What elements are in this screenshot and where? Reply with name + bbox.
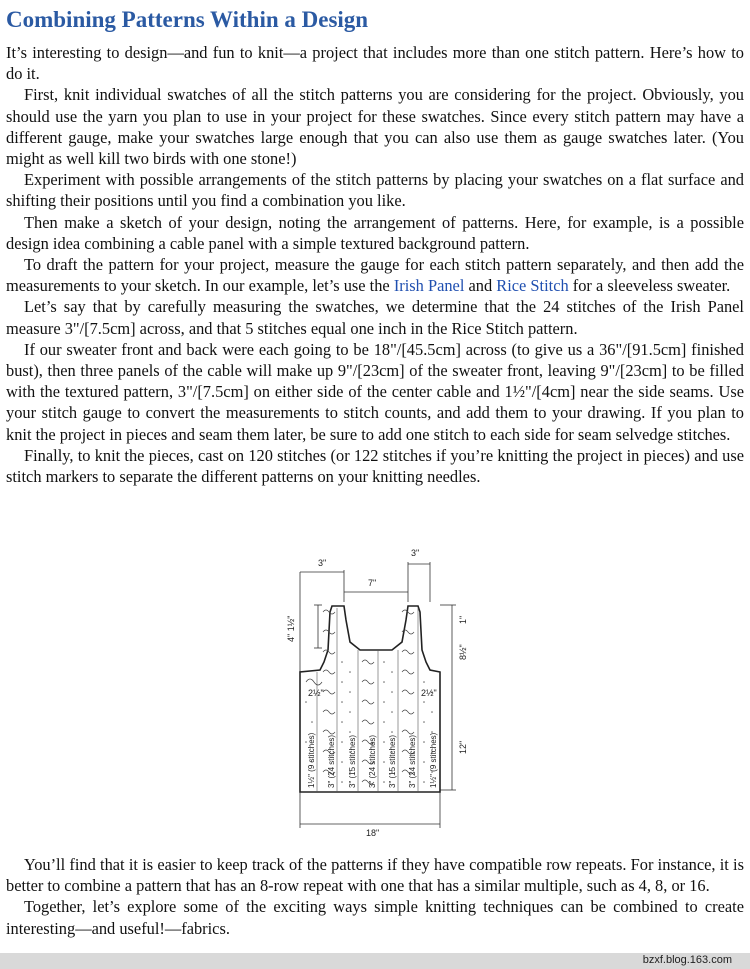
draft-text-before: To draft the pattern for your project, measure the gauge for each stitch pattern separately, and then add the measurements to your sketch. In our example, let’s use the	[6, 255, 744, 296]
footer-bar	[0, 953, 750, 969]
bottom-content	[6, 854, 744, 939]
footer-watermark: bzxf.blog.163.com	[642, 954, 732, 966]
paragraph-intro: It’s interesting to design—and fun to knit—a project that includes more than one stitch pattern. Here’s how to do it.	[6, 43, 744, 84]
label-col6: 3" (24 stitches)	[408, 734, 417, 788]
label-armhole-right: 2½"	[421, 688, 437, 698]
paragraph-sweater: If our sweater front and back were each going to be 18"/[45.5cm] across (to give us a 36"/[91.5cm] finished bust), then three panels of the cable will make up 9"/[23cm] of the sweater front, leaving 9"/[23cm] to be filled with the textured pattern, 3"/[7.5cm] on either side of the center cable and 1½"/[4cm] near the side seams. Use your stitch gauge to convert the measurements to stitch counts, and add them to your drawing. If you plan to knit the project in pieces and seam them later, be sure to add one stitch to each side for seam selvedge stitches.	[6, 339, 744, 444]
label-col1: 1½" (9 stitches)	[307, 732, 316, 788]
label-col3: 3" (15 stitches)	[348, 734, 357, 788]
draft-text-after: for a sleeveless sweater.	[572, 276, 731, 296]
label-col2: 3" (24 stitches)	[327, 734, 336, 788]
irish-panel-link[interactable]: Irish Panel	[393, 276, 465, 296]
page-title: Combining Patterns Within a Design	[6, 7, 369, 32]
draft-text-middle: and	[468, 276, 493, 296]
label-right-top: 1"	[458, 615, 468, 624]
label-col5: 3" (15 stitches)	[388, 734, 397, 788]
paragraph-measure: Let’s say that by carefully measuring the swatches, we determine that the 24 stitches of the Irish Panel measure 3"/[7.5cm] across, and that 5 stitches equal one inch in the Rice Stitch pattern.	[6, 297, 744, 338]
paragraph-draft	[6, 254, 744, 296]
sweater-diagram	[280, 542, 480, 842]
label-col7: 1½" (9 stitches)	[429, 732, 438, 788]
paragraph-cast-on: Finally, to knit the pieces, cast on 120 stitches (or 122 stitches if you’re knitting the project in pieces) and use stitch markers to separate the different patterns on your knitting needles.	[6, 445, 744, 487]
sweater-diagram-svg	[280, 542, 480, 842]
label-neck: 7"	[368, 578, 377, 588]
paragraph-experiment: Experiment with possible arrangements of the stitch patterns by placing your swatches on a flat surface and shifting their positions until you find a combination you like.	[6, 170, 744, 211]
page-content	[6, 4, 744, 487]
label-left-vertical: 4" 1½"	[286, 615, 296, 642]
paragraph-swatches: First, knit individual swatches of all the stitch patterns you are considering for the project. Obviously, you should use the yarn you plan to use in your project for these swatches. Since every stitch pattern may have a different gauge, make your swatches large enough that you can also use them as gauge swatches later. (You might as well kill two birds with one stone!)	[6, 85, 744, 169]
label-bottom: 18"	[366, 828, 380, 838]
paragraph-row-repeats: You’ll find that it is easier to keep track of the patterns if they have compatible row repeats. For instance, it is better to combine a pattern that has an 8-row repeat with one that has a similar multiple, such as 4, 8, or 16.	[6, 855, 744, 896]
paragraph-together: Together, let’s explore some of the exciting ways simple knitting techniques can be combined to create interesting—and useful!—fabrics.	[6, 897, 744, 938]
label-top-right: 3"	[411, 548, 420, 558]
rice-stitch-link[interactable]: Rice Stitch	[496, 276, 569, 296]
label-top-left: 3"	[318, 558, 327, 568]
label-armhole-left: 2½"	[308, 688, 324, 698]
paragraph-sketch: Then make a sketch of your design, noting the arrangement of patterns. Here, for example, is a possible design idea combining a cable panel with a simple textured background pattern.	[6, 212, 744, 253]
label-col4: 3" (24 stitches)	[368, 734, 377, 788]
label-right-mid: 8½"	[458, 644, 468, 660]
label-right-bottom: 12"	[458, 740, 468, 754]
